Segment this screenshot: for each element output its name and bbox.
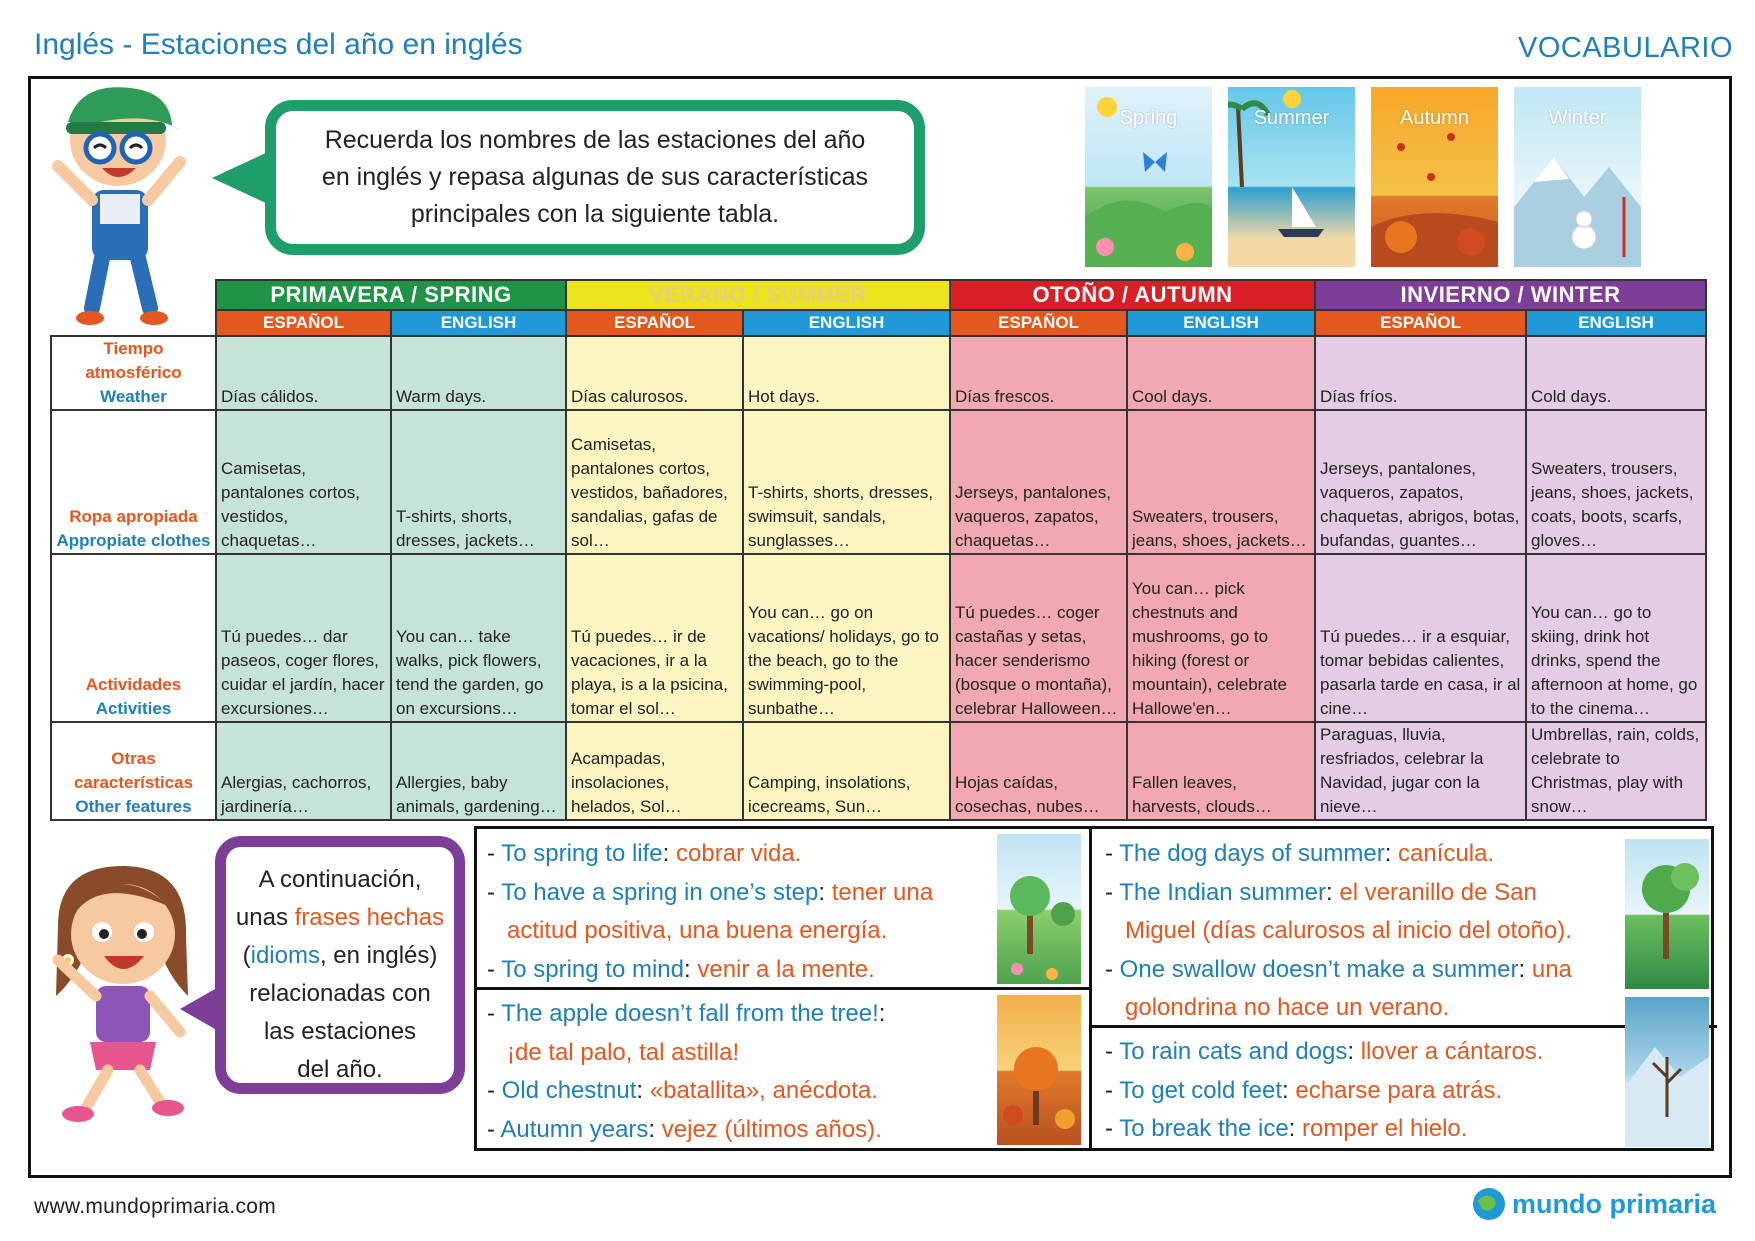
idiom-item: - To spring to life: cobrar vida. (487, 840, 802, 867)
table-cell: Jerseys, pantalones, vaqueros, zapatos, chaquetas… (950, 410, 1127, 554)
idiom-item: - Old chestnut: «batallita», anécdota. (487, 1077, 878, 1104)
table-row (51, 410, 1706, 554)
idioms-box (474, 826, 1714, 1151)
table-cell: Jerseys, pantalones, vaqueros, zapatos, chaquetas, abrigos, botas, bufandas, guantes… (1315, 410, 1526, 554)
table-cell: Días frescos. (950, 336, 1127, 410)
table-cell: Allergies, baby animals, gardening… (391, 722, 566, 820)
spring-tree-icon (997, 834, 1081, 984)
lang-es-header: ESPAÑOL (216, 310, 391, 336)
table-cell: You can… go to skiing, drink hot drinks, spend the afternoon at home, go to the cinema… (1526, 554, 1706, 722)
autumn-header: OTOÑO / AUTUMN (950, 280, 1315, 310)
intro-bubble (265, 100, 925, 255)
autumn-card-label: Autumn (1400, 107, 1469, 129)
bubble-line: A continuación, (258, 866, 422, 893)
summer-card-label: Summer (1253, 107, 1330, 129)
bubble-line: relacionadas con (249, 980, 431, 1007)
table-row (51, 336, 1706, 410)
winter-idioms (1095, 1027, 1553, 1149)
table-cell: Umbrellas, rain, colds, celebrate to Christmas, play with snow… (1526, 722, 1706, 820)
table-cell: Sweaters, trousers, jeans, shoes, jackets… (1127, 410, 1315, 554)
row-header: Actividades Activities (51, 554, 216, 722)
idiom-item: - One swallow doesn’t make a summer: una (1105, 955, 1572, 983)
summer-card (1228, 87, 1355, 267)
brand-logo (1472, 1187, 1716, 1221)
lang-en-header: ENGLISH (743, 310, 950, 336)
table-cell: Días cálidos. (216, 336, 391, 410)
spring-card-label: Spring (1119, 107, 1178, 129)
spring-idioms (477, 829, 943, 989)
speech-tail-green (212, 152, 268, 204)
winter-card (1514, 87, 1641, 267)
table-cell: Hot days. (743, 336, 950, 410)
logo-text: mundo primaria (1512, 1188, 1717, 1219)
row-header: Tiempo atmosférico Weather (51, 336, 216, 410)
table-cell: Tú puedes… ir de vacaciones, ir a la playa, is a la psicina, tomar el sol… (566, 554, 743, 722)
idiom-item: - To break the ice: romper el hielo. (1105, 1115, 1468, 1142)
idiom-continuation: ¡de tal palo, tal astilla! (507, 1038, 740, 1066)
row-header: Otras características Other features (51, 722, 216, 820)
table-cell: Acampadas, insolaciones, helados, Sol… (566, 722, 743, 820)
bubble-line: (idioms, en inglés) (242, 942, 438, 969)
idiom-item: - To spring to mind: venir a la mente. (487, 955, 875, 983)
table-cell: Hojas caídas, cosechas, nubes… (950, 722, 1127, 820)
table-cell: Cool days. (1127, 336, 1315, 410)
category-label: VOCABULARIO (1518, 32, 1733, 64)
globe-icon (1472, 1187, 1506, 1221)
table-cell: T-shirts, shorts, dresses, jackets… (391, 410, 566, 554)
row-header: Ropa apropiada Appropiate clothes (51, 410, 216, 554)
idiom-item: - The apple doesn’t fall from the tree!: (487, 1000, 886, 1027)
table-cell: Camisetas, pantalones cortos, vestidos, chaquetas… (216, 410, 391, 554)
idiom-item: - Autumn years: vejez (últimos años). (487, 1115, 882, 1143)
table-cell: Warm days. (391, 336, 566, 410)
idiom-item: - To get cold feet: echarse para atrás. (1105, 1076, 1503, 1104)
winter-tree-icon (1625, 997, 1709, 1147)
table-cell: Tú puedes… coger castañas y setas, hacer senderismo (bosque o montaña), celebrar Halloween… (950, 554, 1127, 722)
table-cell: Alergias, cachorros, jardinería… (216, 722, 391, 820)
summer-idioms (1095, 829, 1582, 1028)
table-cell: Camping, insolations, icecreams, Sun… (743, 722, 950, 820)
lang-en-header: ENGLISH (1526, 310, 1706, 336)
lang-es-header: ESPAÑOL (1315, 310, 1526, 336)
table-cell: You can… go on vacations/ holidays, go to the beach, go to the swimming-pool, sunbathe… (743, 554, 950, 722)
lang-en-header: ENGLISH (1127, 310, 1315, 336)
divider (1089, 829, 1092, 1148)
idiom-continuation: actitud positiva, una buena energía. (507, 917, 888, 944)
table-cell: Fallen leaves, harvests, clouds… (1127, 722, 1315, 820)
bubble-line: del año. (297, 1056, 383, 1083)
table-cell: Cold days. (1526, 336, 1706, 410)
bubble-line: unas frases hechas (235, 904, 445, 931)
table-row (51, 722, 1706, 820)
winter-card-label: Winter (1548, 107, 1607, 129)
table-cell: Camisetas, pantalones cortos, vestidos, bañadores, sandalias, gafas de sol… (566, 410, 743, 554)
summer-header: VERANO / SUMMER (566, 280, 950, 310)
idiom-item: - The dog days of summer: canícula. (1105, 840, 1495, 867)
summer-tree-icon (1625, 839, 1709, 989)
table-cell: Días calurosos. (566, 336, 743, 410)
idiom-item: - The Indian summer: el veranillo de San (1105, 878, 1537, 906)
table-cell: Sweaters, trousers, jeans, shoes, jackets, coats, boots, scarfs, gloves… (1526, 410, 1706, 554)
idiom-item: - To have a spring in one’s step: tener una (487, 878, 934, 906)
autumn-tree-icon (997, 995, 1081, 1145)
intro-line: principales con la siguiente tabla. (410, 200, 780, 228)
idiom-continuation: golondrina no hace un verano. (1125, 994, 1450, 1021)
table-row (51, 554, 1706, 722)
table-cell: Paraguas, lluvia, resfriados, celebrar la Navidad, jugar con la nieve… (1315, 722, 1526, 820)
table-cell: Días fríos. (1315, 336, 1526, 410)
intro-line: en inglés y repasa algunas de sus características (321, 163, 869, 191)
idiom-continuation: Miguel (días calurosos al inicio del otoño). (1125, 917, 1572, 944)
table-cell: You can… take walks, pick flowers, tend the garden, go on excursions… (391, 554, 566, 722)
idioms-intro-bubble (215, 836, 465, 1094)
seasons-table (50, 279, 1707, 821)
lang-es-header: ESPAÑOL (566, 310, 743, 336)
intro-line: Recuerda los nombres de las estaciones del año (324, 126, 866, 154)
table-cell: Tú puedes… dar paseos, coger flores, cuidar el jardín, hacer excursiones… (216, 554, 391, 722)
page-title: Inglés - Estaciones del año en inglés (34, 28, 523, 61)
table-cell: Tú puedes… ir a esquiar, tomar bebidas calientes, pasarla tarde en casa, ir al cine… (1315, 554, 1526, 722)
table-cell: T-shirts, shorts, dresses, swimsuit, sandals, sunglasses… (743, 410, 950, 554)
idiom-item: - To rain cats and dogs: llover a cántaros. (1105, 1038, 1544, 1065)
table-cell: You can… pick chestnuts and mushrooms, go to hiking (forest or mountain), celebrate Hallowe'en… (1127, 554, 1315, 722)
spring-card (1085, 87, 1212, 267)
lang-es-header: ESPAÑOL (950, 310, 1127, 336)
spring-header: PRIMAVERA / SPRING (216, 280, 566, 310)
bubble-line: las estaciones (263, 1018, 417, 1045)
autumn-card (1371, 87, 1498, 267)
autumn-idioms (477, 989, 895, 1149)
winter-header: INVIERNO / WINTER (1315, 280, 1706, 310)
footer-url[interactable]: www.mundoprimaria.com (34, 1195, 277, 1218)
lang-en-header: ENGLISH (391, 310, 566, 336)
